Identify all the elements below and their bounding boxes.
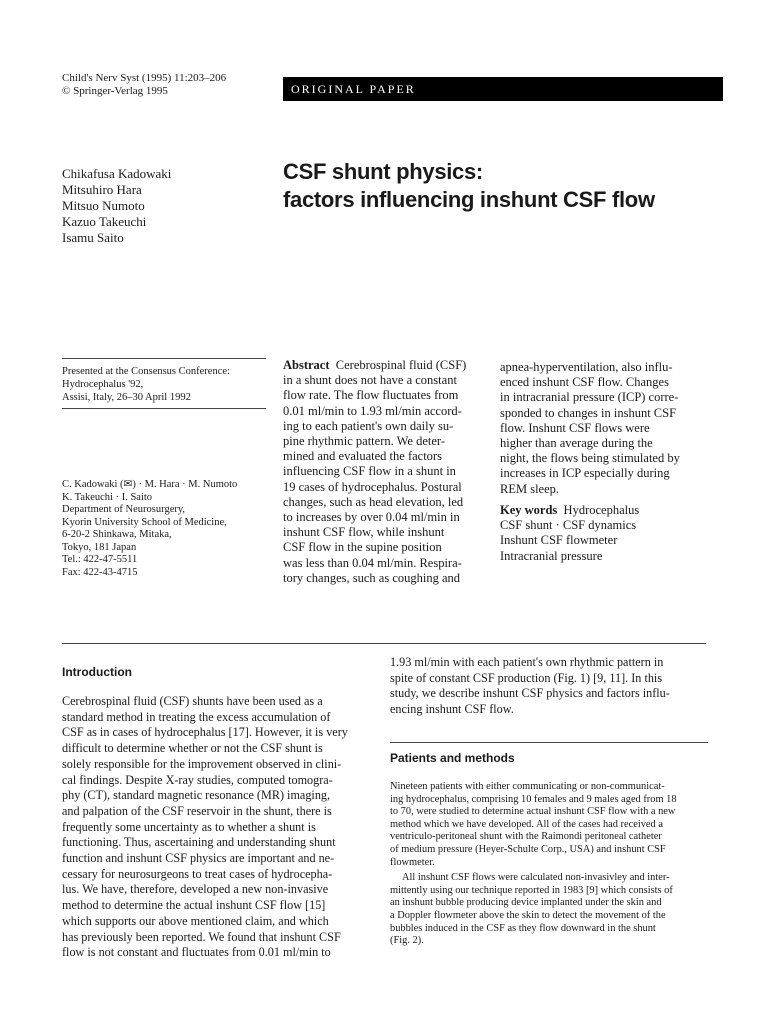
abstract-line: mined and evaluated the factors bbox=[283, 449, 442, 464]
abstract-line: higher than average during the bbox=[500, 436, 653, 451]
abstract-line: sponded to changes in inshunt CSF bbox=[500, 405, 677, 420]
abstract-line: apnea-hyperventilation, also influ- bbox=[500, 360, 673, 374]
abstract-line: influencing CSF flow in a shunt in bbox=[283, 464, 456, 479]
affiliation-line: C. Kadowaki (✉) · M. Hara · M. Numoto bbox=[62, 479, 238, 490]
body-line: 1.93 ml/min with each patient's own rhythmic pattern in bbox=[390, 655, 664, 669]
author-name: Isamu Saito bbox=[62, 230, 124, 245]
abstract-line: night, the flows being stimulated by bbox=[500, 451, 680, 466]
body-line: cal findings. Despite X-ray studies, computed tomogra- bbox=[62, 772, 333, 787]
body-line: cessary for neurosurgeons to treat cases of hydrocepha- bbox=[62, 866, 333, 881]
abstract-line: to increases by over 0.04 ml/min in bbox=[283, 510, 460, 525]
keywords-block bbox=[500, 503, 715, 564]
title-line: factors influencing inshunt CSF flow bbox=[283, 187, 655, 212]
body-line: difficult to determine whether or not the CSF shunt is bbox=[62, 741, 323, 756]
abstract-line: in a shunt does not have a constant bbox=[283, 373, 457, 388]
body-line: solely responsible for the improvement observed in clini- bbox=[62, 756, 342, 771]
presentation-note bbox=[62, 365, 267, 404]
affiliation-line: Kyorin University School of Medicine, bbox=[62, 516, 227, 528]
abstract-line: flow. Inshunt CSF flows were bbox=[500, 420, 650, 435]
note-line: Assisi, Italy, 26–30 April 1992 bbox=[62, 392, 191, 403]
body-line: which supports our above mentioned claim, and which bbox=[62, 913, 329, 928]
abstract-line: inshunt CSF flow, while inshunt bbox=[283, 525, 445, 540]
affiliation-line: Tel.: 422-47-5511 bbox=[62, 554, 138, 565]
affiliation-line: Department of Neurosurgery, bbox=[62, 504, 186, 515]
abstract-line: flow rate. The flow fluctuates from bbox=[283, 388, 459, 403]
abstract-line: pine rhythmic pattern. We deter- bbox=[283, 434, 445, 449]
methods-line: ventriculo-peritoneal shunt with the Raimondi peritoneal catheter bbox=[390, 831, 662, 843]
note-line: Presented at the Consensus Conference: bbox=[62, 366, 230, 377]
keyword-line: Inshunt CSF flowmeter bbox=[500, 533, 618, 548]
paper-title bbox=[283, 158, 655, 214]
author-name: Mitsuo Numoto bbox=[62, 198, 145, 213]
abstract-line: REM sleep. bbox=[500, 481, 560, 496]
abstract-label: Abstract bbox=[283, 358, 330, 372]
divider bbox=[390, 742, 708, 743]
abstract-line: enced inshunt CSF flow. Changes bbox=[500, 375, 669, 390]
author-name: Kazuo Takeuchi bbox=[62, 214, 147, 229]
methods-line: Nineteen patients with either communicating or non-communicat- bbox=[390, 781, 665, 792]
methods-body bbox=[390, 781, 708, 948]
section-heading-introduction: Introduction bbox=[62, 665, 132, 679]
keyword-line bbox=[500, 503, 715, 518]
body-line: standard method in treating the excess accumulation of bbox=[62, 709, 331, 724]
keyword: Hydrocephalus bbox=[563, 503, 640, 517]
abstract-line: ing to each patient's own daily su- bbox=[283, 418, 454, 433]
abstract-line: changes, such as head elevation, led bbox=[283, 494, 464, 509]
abstract-line bbox=[283, 358, 483, 373]
article-type-banner: ORIGINAL PAPER bbox=[283, 77, 723, 101]
divider bbox=[62, 408, 266, 409]
abstract-line: 0.01 ml/min to 1.93 ml/min accord- bbox=[283, 403, 462, 418]
methods-line: All inshunt CSF flows were calculated non-invasivley and inter- bbox=[402, 872, 670, 884]
author-name: Chikafusa Kadowaki bbox=[62, 166, 172, 181]
title-line: CSF shunt physics: bbox=[283, 159, 483, 184]
methods-line: method which we have developed. All of the cases had received a bbox=[390, 818, 663, 830]
methods-line: (Fig. 2). bbox=[390, 935, 424, 947]
body-line: and palpation of the CSF reservoir in the shunt, there is bbox=[62, 803, 332, 818]
affiliation-line: Tokyo, 181 Japan bbox=[62, 541, 137, 553]
author-name: Mitsuhiro Hara bbox=[62, 182, 142, 197]
body-line: CSF as in cases of hydrocephalus [17]. However, it is very bbox=[62, 725, 348, 740]
abstract-text: Cerebrospinal fluid (CSF) bbox=[335, 358, 467, 372]
body-line: study, we describe inshunt CSF physics and factors influ- bbox=[390, 686, 670, 701]
section-heading-methods: Patients and methods bbox=[390, 751, 515, 765]
methods-line: of medium pressure (Heyer-Schulte Corp., USA) and inshunt CSF bbox=[390, 843, 666, 855]
body-line: frequently some uncertainty as to whether a shunt is bbox=[62, 819, 316, 834]
divider bbox=[62, 643, 706, 644]
body-line: function and inshunt CSF physics are important and ne- bbox=[62, 851, 335, 866]
abstract-line: tory changes, such as coughing and bbox=[283, 570, 461, 585]
note-line: Hydrocephalus '92, bbox=[62, 379, 144, 390]
methods-line: to 70, were studied to determine actual inshunt CSF flow with a new bbox=[390, 806, 676, 818]
affiliation-line: 6-20-2 Shinkawa, Mitaka, bbox=[62, 529, 172, 540]
introduction-body bbox=[62, 694, 377, 961]
author-affiliation bbox=[62, 479, 272, 579]
body-line: flow is not constant and fluctuates from 0.01 ml/min to bbox=[62, 945, 331, 960]
publisher-line: © Springer-Verlag 1995 bbox=[62, 85, 168, 97]
abstract-line: was less than 0.04 ml/min. Respira- bbox=[283, 555, 462, 570]
keyword-line: CSF shunt · CSF dynamics bbox=[500, 518, 637, 533]
methods-line: an inshunt bubble producing device implanted under the skin and bbox=[390, 897, 662, 909]
methods-line: a Doppler flowmeter above the skin to detect the movement of the bbox=[390, 909, 666, 921]
body-line: has previously been reported. We found that inshunt CSF bbox=[62, 929, 341, 944]
author-list bbox=[62, 166, 171, 246]
abstract-right-column bbox=[500, 360, 715, 497]
abstract-line: increases in ICP especially during bbox=[500, 466, 670, 481]
methods-line: mittently using our technique reported in 1983 [9] which consists of bbox=[390, 884, 673, 896]
body-line: functioning. Thus, ascertaining and understanding shunt bbox=[62, 835, 336, 850]
body-line: spite of constant CSF production (Fig. 1) [9, 11]. In this bbox=[390, 670, 663, 685]
abstract-line: CSF flow in the supine position bbox=[283, 540, 442, 555]
keywords-label: Key words bbox=[500, 503, 558, 517]
affiliation-line: K. Takeuchi · I. Saito bbox=[62, 491, 153, 503]
body-line: Cerebrospinal fluid (CSF) shunts have been used as a bbox=[62, 694, 323, 708]
methods-line: ing hydrocephalus, comprising 10 females and 9 males aged from 18 bbox=[390, 793, 677, 805]
abstract-left-column bbox=[283, 358, 483, 586]
affiliation-line: Fax: 422-43-4715 bbox=[62, 566, 138, 578]
abstract-line: in intracranial pressure (ICP) corre- bbox=[500, 390, 679, 405]
methods-line: flowmeter. bbox=[390, 856, 435, 868]
abstract-line: 19 cases of hydrocephalus. Postural bbox=[283, 479, 462, 494]
introduction-continued bbox=[390, 655, 705, 718]
journal-line: Child's Nerv Syst (1995) 11:203–206 bbox=[62, 72, 227, 84]
body-line: method to determine the actual inshunt CSF flow [15] bbox=[62, 898, 326, 913]
divider bbox=[62, 358, 266, 359]
keyword-line: Intracranial pressure bbox=[500, 548, 603, 563]
methods-line: bubbles induced in the CSF as they flow downward in the shunt bbox=[390, 922, 656, 934]
journal-citation bbox=[62, 72, 226, 98]
body-line: phy (CT), standard magnetic resonance (MR) imaging, bbox=[62, 788, 331, 803]
body-line: lus. We have, therefore, developed a new non-invasive bbox=[62, 882, 329, 897]
body-line: encing inshunt CSF flow. bbox=[390, 702, 514, 717]
